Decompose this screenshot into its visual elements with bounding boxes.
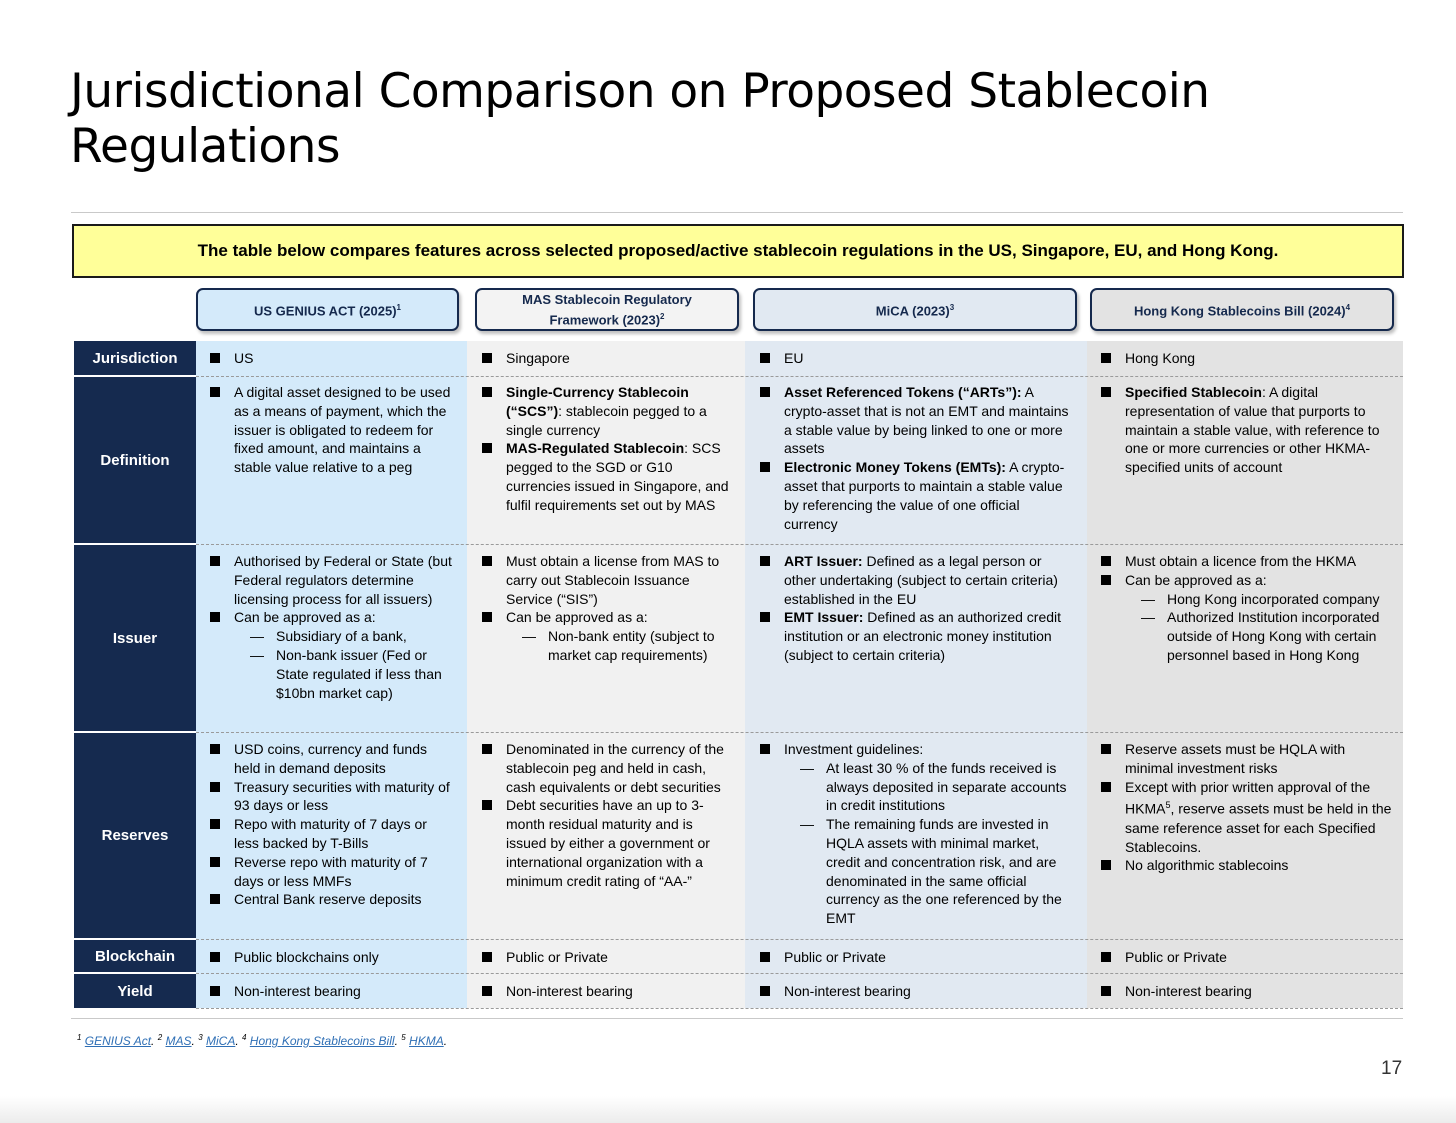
footnote-ref: 1 (396, 303, 401, 313)
bullet-item: Non-interest bearing (1101, 982, 1396, 1001)
bullet-item: Non-interest bearing (760, 982, 1075, 1001)
column-header-us-label: US GENIUS ACT (2025) (253, 303, 397, 319)
cell-yield-us (210, 982, 455, 1001)
term-desc: : A digital representation of value that purports to maintain a stable value, with reference to one or more currencies or other HKMA-specified units of account (1125, 384, 1380, 476)
bullet-item: US (210, 349, 455, 368)
bullet-item: A digital asset designed to be used as a means of payment, which the issuer is obligated to redeem for fixed amount, and maintains a stable value relative to a peg (210, 383, 455, 477)
cell-reserves-us (210, 740, 455, 909)
footnote-link-mica[interactable]: MiCA (205, 1034, 236, 1048)
bullet-item (760, 458, 1075, 533)
bullet-item: Authorised by Federal or State (but Federal regulators determine licensing process for all issuers) (210, 552, 455, 608)
cell-reserves-mas (482, 740, 737, 890)
cell-issuer-mas (482, 552, 737, 665)
page-title: Jurisdictional Comparison on Proposed Stablecoin Regulations (70, 64, 1210, 174)
bottom-fade (0, 1096, 1456, 1123)
sub-item: — Non-bank issuer (Fed or State regulated if less than $10bn market cap) (210, 646, 455, 702)
column-header-hk-label: Hong Kong Stablecoins Bill (2024) (1133, 303, 1346, 319)
bullet-item (760, 383, 1075, 458)
footnote-link-mas[interactable]: MAS (165, 1034, 192, 1048)
row-divider (196, 973, 1403, 974)
footnote-number: 5 (401, 1033, 406, 1042)
cell-blockchain-mica (760, 948, 1075, 967)
bullet-item: Public blockchains only (210, 948, 455, 967)
term: Single-Currency Stablecoin (“SCS”) (506, 384, 689, 419)
bullet-item: Singapore (482, 349, 737, 368)
footnote-link-hkma[interactable]: HKMA (409, 1034, 444, 1048)
term: Specified Stablecoin (1125, 384, 1262, 400)
row-label-blockchain: Blockchain (74, 940, 196, 972)
bullet-item: No algorithmic stablecoins (1101, 856, 1396, 875)
sub-item: — Authorized Institution incorporated outside of Hong Kong with certain personnel based in Hong Kong (1101, 608, 1396, 664)
cell-issuer-hk (1101, 552, 1396, 665)
cell-yield-mica (760, 982, 1075, 1001)
bullet-item: Must obtain a licence from the HKMA (1101, 552, 1396, 571)
column-header-hk (1090, 288, 1394, 331)
footnote-ref: 5 (1165, 800, 1171, 811)
bullet-item: Reserve assets must be HQLA with minimal investment risks (1101, 740, 1396, 778)
bottom-divider (71, 1018, 1403, 1019)
footnote-link-genius-act[interactable]: GENIUS Act (84, 1034, 152, 1048)
term-desc: A crypto-asset that is not an EMT and maintains a stable value by being linked to one or more assets (784, 384, 1069, 457)
bullet-item: Hong Kong (1101, 349, 1396, 368)
term: Asset Referenced Tokens (“ARTs”): (784, 384, 1022, 400)
bullet-item: Reverse repo with maturity of 7 days or less MMFs (210, 853, 455, 891)
bullet-item (760, 608, 1075, 664)
bullet-item: Denominated in the currency of the stablecoin peg and held in cash, cash equivalents or debt securities (482, 740, 737, 796)
bullet-item: Can be approved as a: (482, 608, 737, 627)
cell-definition-us (210, 383, 455, 477)
row-label-reserves: Reserves (74, 733, 196, 938)
footnote-ref: 2 (660, 311, 665, 321)
bullet-item: Can be approved as a: (210, 608, 455, 627)
cell-blockchain-us (210, 948, 455, 967)
term-desc: : stablecoin pegged to a single currency (506, 402, 707, 438)
bullet-item (1101, 778, 1396, 857)
sub-item: — Subsidiary of a bank, (210, 627, 455, 646)
bullet-item: Public or Private (1101, 948, 1396, 967)
row-divider (196, 939, 1403, 940)
footnote-ref: 4 (1345, 303, 1351, 313)
term: EMT Issuer: (784, 609, 864, 626)
bullet-item (1101, 383, 1396, 477)
cell-definition-mas (482, 383, 737, 515)
cell-jurisdiction-mica (760, 349, 1075, 368)
footnotes: $^1$ GENIUS Act. $^2$ MAS. $^3$ MiCA. $^4$ Hong Kong Stablecoins Bill. $^5$ HKMA. (77, 1033, 448, 1048)
cell-reserves-mica (760, 740, 1075, 928)
cell-yield-hk (1101, 982, 1396, 1001)
footnote-number: 3 (198, 1033, 203, 1042)
cell-blockchain-hk (1101, 948, 1396, 967)
bullet-item: Investment guidelines: (760, 740, 1075, 759)
bullet-item: Debt securities have an up to 3-month residual maturity and is issued by either a government or international organization with a minimum credit rating of “AA-” (482, 796, 737, 890)
cell-issuer-us (210, 552, 455, 702)
term: Electronic Money Tokens (EMTs): (784, 459, 1006, 476)
bullet-item: Public or Private (760, 948, 1075, 967)
term-desc: Defined as a legal person or other undertaking (subject to certain criteria) established in the EU (784, 553, 1058, 607)
row-divider (196, 376, 1403, 377)
bullet-item: USD coins, currency and funds held in demand deposits (210, 740, 455, 778)
bullet-item: Must obtain a license from MAS to carry out Stablecoin Issuance Service (“SIS”) (482, 552, 737, 608)
column-header-mica-label: MiCA (2023) (875, 303, 950, 319)
bullet-item: Non-interest bearing (210, 982, 455, 1001)
bullet-item (482, 439, 737, 514)
cell-jurisdiction-us (210, 349, 455, 368)
row-divider (196, 1008, 1403, 1009)
bullet-item: Can be approved as a: (1101, 571, 1396, 590)
summary-banner-text: The table below compares features across selected proposed/active stablecoin regulations in the US, Singapore, EU, and Hong Kong. (197, 241, 1279, 260)
row-divider (196, 544, 1403, 545)
bullet-item (482, 383, 737, 439)
cell-blockchain-mas (482, 948, 737, 967)
cell-jurisdiction-mas (482, 349, 737, 368)
cell-yield-mas (482, 982, 737, 1001)
row-divider (196, 732, 1403, 733)
row-label-yield: Yield (74, 974, 196, 1008)
cell-definition-hk (1101, 383, 1396, 477)
column-header-mas-label: MAS Stablecoin Regulatory Framework (2023) (522, 291, 692, 328)
bullet-item: Treasury securities with maturity of 93 days or less (210, 778, 455, 816)
row-label-jurisdiction: Jurisdiction (74, 341, 196, 375)
bullet-item: Repo with maturity of 7 days or less backed by T-Bills (210, 815, 455, 853)
footnote-number: 2 (157, 1033, 163, 1042)
term-desc: : SCS pegged to the SGD or G10 currencies issued in Singapore, and fulfil requirements set out by MAS (506, 440, 729, 513)
bullet-item: EU (760, 349, 1075, 368)
summary-banner (72, 224, 1404, 278)
bullet-text: Except with prior written approval of the HKMA (1125, 778, 1371, 818)
bullet-item: Non-interest bearing (482, 982, 737, 1001)
row-label-definition: Definition (74, 377, 196, 543)
column-header-mas (475, 288, 739, 331)
sub-item: — Hong Kong incorporated company (1101, 590, 1396, 609)
page-number: 17 (1381, 1058, 1403, 1079)
top-divider (71, 212, 1403, 213)
bullet-text: , reserve assets must be held in the same reference asset for each Specified Stablecoins. (1125, 801, 1392, 855)
term: MAS-Regulated Stablecoin (506, 440, 685, 457)
cell-issuer-mica (760, 552, 1075, 665)
sub-item: — The remaining funds are invested in HQLA assets with minimal market, credit and concentration risk, and are denominated in the same official currency as the one referenced by the EMT (760, 815, 1075, 928)
term: ART Issuer: (784, 553, 863, 569)
column-header-us (196, 288, 459, 331)
cell-jurisdiction-hk (1101, 349, 1396, 368)
sub-item: — Non-bank entity (subject to market cap requirements) (482, 627, 737, 665)
term-desc: Defined as an authorized credit institution or an electronic money institution (subject to certain criteria) (784, 609, 1062, 663)
bullet-item: Public or Private (482, 948, 737, 967)
sub-item: — At least 30 % of the funds received is always deposited in separate accounts in credit institutions (760, 759, 1075, 815)
footnote-number: 4 (242, 1033, 247, 1042)
footnote-ref: 3 (949, 303, 955, 313)
term-desc: A crypto-asset that purports to maintain a stable value by referencing the value of one official currency (784, 459, 1065, 532)
column-header-mica (753, 288, 1077, 331)
bullet-item: Central Bank reserve deposits (210, 890, 455, 909)
footnote-number: 1 (77, 1033, 82, 1042)
footnote-link-hk-bill[interactable]: Hong Kong Stablecoins Bill (249, 1034, 395, 1048)
cell-definition-mica (760, 383, 1075, 533)
row-label-issuer: Issuer (74, 545, 196, 731)
cell-reserves-hk (1101, 740, 1396, 875)
bullet-item (760, 552, 1075, 608)
